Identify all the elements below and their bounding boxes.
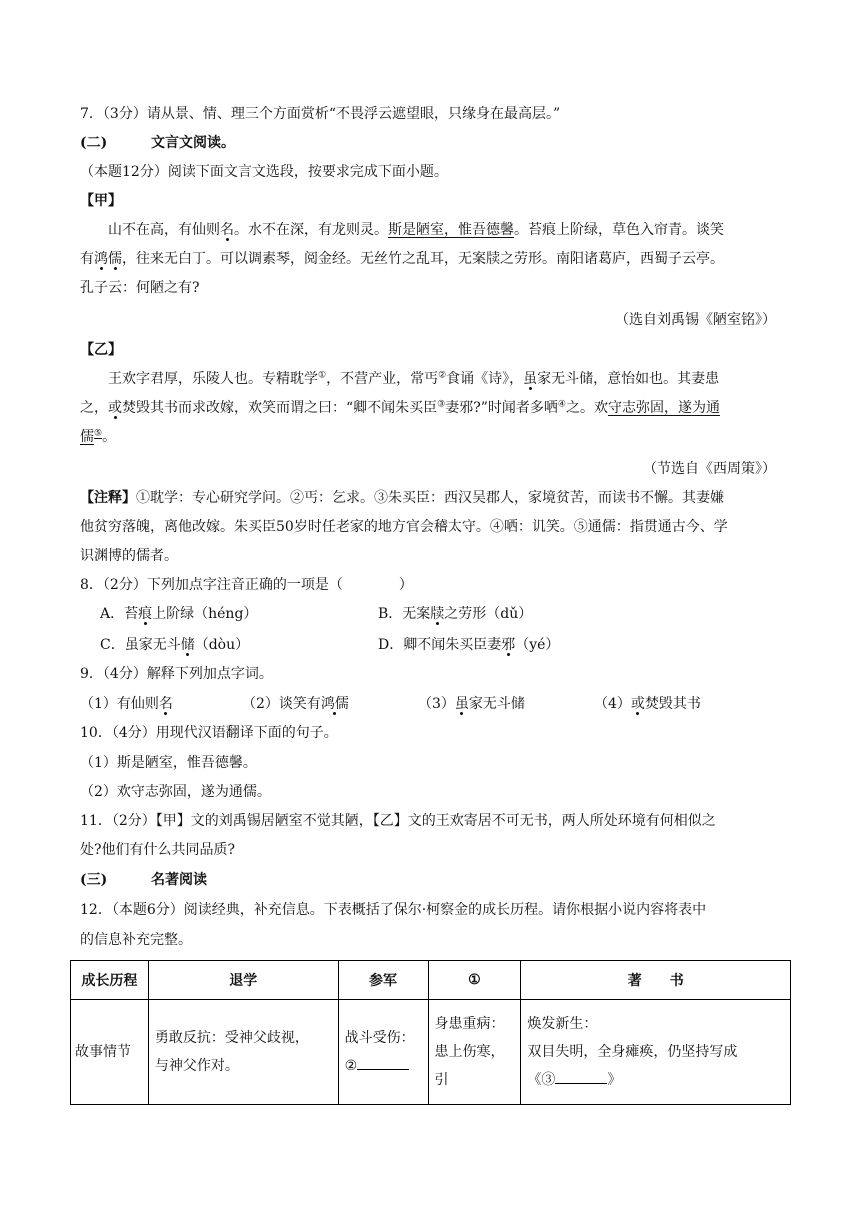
cell-line-blank-3[interactable] (527, 1066, 784, 1094)
q8-option-c[interactable] (100, 635, 249, 655)
footnote-marker-4: ④ (557, 399, 566, 410)
table-header-row (71, 961, 791, 1000)
text-span: （4） (594, 696, 631, 712)
text-span: 妻邪?”时闻者多哂 (445, 400, 558, 416)
table-row-label: 故事情节 (71, 1000, 149, 1105)
cell-line: 身患重病： (434, 1016, 505, 1032)
table-row (71, 1000, 791, 1105)
text-span: （1）有仙则 (80, 696, 159, 712)
table-header-cell: 参军 (338, 961, 428, 1000)
cell-line: 患上伤寒， (434, 1044, 505, 1060)
text-span: 家无斗储 (468, 696, 525, 712)
text-span: 焚毁其书而求改嫁，欢笑而谓之曰：“卿不闻朱买臣 (122, 400, 438, 416)
passage-yi-line-3 (80, 427, 116, 447)
text-span: D．卿不闻朱买臣妻 (378, 637, 502, 653)
text-span: A．苔 (100, 606, 139, 622)
cell-line: 战斗受伤： (344, 1030, 415, 1046)
question-11-line-2: 处?他们有什么共同品质? (80, 842, 236, 858)
question-9-stem: 9．（4分）解释下列加点字词。 (80, 666, 273, 682)
cell-line: 引 (434, 1072, 449, 1088)
notes-line-2: 他贫穷落魄，离他改嫁。朱买臣50岁时任老家的地方官会稽太守。④哂：讥笑。⑤通儒：指贯通古今、学 (80, 519, 728, 535)
question-12-line-1: 12．（本题6分）阅读经典，补充信息。下表概括了保尔·柯察金的成长历程。请你根据小说内容将表中 (80, 902, 707, 918)
table-header-cell: ① (428, 961, 521, 1000)
text-span: 王欢字君厚，乐陵人也。专精耽学 (108, 371, 318, 387)
cell-line-blank-2[interactable] (345, 1052, 422, 1080)
dotted-char: 痕 (138, 606, 153, 622)
text-span: （dòu） (194, 637, 250, 653)
text-span: C．虽家无斗 (100, 637, 181, 653)
table-header-cell: 著 书 (521, 961, 791, 1000)
text-span: 之劳形（dǔ） (444, 606, 533, 622)
dotted-char-huo: 或 (108, 400, 122, 416)
section-2-heading (80, 133, 235, 153)
dotted-char-sui: 虽 (523, 371, 538, 387)
footnote-marker-5: ⑤ (94, 428, 103, 439)
dotted-char-ru: 儒 (108, 251, 122, 267)
q8-option-d[interactable] (378, 635, 559, 655)
q9-item-2 (242, 694, 349, 714)
section-2-intro: （本题12分）阅读下面文言文选段，按要求完成下面小题。 (80, 164, 448, 180)
question-11-line-1: 11．（2分）【甲】文的刘禹锡居陋室不觉其陋，【乙】文的王欢寄居不可无书，两人所处环境有何相似之 (80, 813, 716, 829)
text-span: （3） (418, 696, 455, 712)
passage-jia-line-2 (80, 249, 724, 269)
text-span: 之， (80, 400, 108, 416)
dotted-char: 牍 (430, 606, 445, 622)
cell-line: 焕发新生： (527, 1016, 598, 1032)
section-2-number: (二) (80, 135, 108, 151)
dotted-char: 名 (158, 696, 173, 712)
question-7 (80, 104, 560, 124)
dotted-char: 虽 (454, 696, 469, 712)
text-span: 《③ (527, 1072, 556, 1088)
section-3-title: 名著阅读 (151, 872, 207, 888)
text-span: ，往来无白丁。可以调素琴，阅金经。无丝竹之乱耳，无案牍之劳形。南阳诸葛庐，西蜀子云亭。 (122, 251, 724, 267)
text-span: ，不营产业，常丐 (326, 371, 439, 387)
dotted-char: 储 (180, 637, 195, 653)
dotted-char: 邪 (501, 637, 516, 653)
passage-jia-line-3: 孔子云：何陋之有? (80, 280, 200, 296)
q8-option-b[interactable] (378, 604, 532, 624)
text-span: 。水不在深，有龙则灵。 (234, 222, 388, 238)
cell-line: 与神父作对。 (154, 1058, 239, 1074)
section-3-heading (80, 870, 207, 890)
text-span: （2）谈笑有 (242, 696, 321, 712)
section-2-title: 文言文阅读。 (151, 135, 235, 151)
passage-yi-label: 【乙】 (80, 342, 122, 358)
table-cell-zhushu (521, 1000, 791, 1105)
table-header-cell: 成长历程 (71, 961, 149, 1000)
text-span: 家无斗储，意怡如也。其妻患 (537, 371, 720, 387)
text-span: （yé） (515, 637, 560, 653)
table-cell-tuixue (148, 1000, 338, 1105)
notes-label: 【注释】 (80, 490, 136, 506)
question-7-text: 7．（3分）请从景、情、理三个方面赏析“不畏浮云遮望眼，只缘身在最高层。” (80, 106, 561, 122)
dotted-char: 鸿儒 (320, 696, 349, 712)
text-span: 有 (80, 251, 94, 267)
notes-line-1 (80, 488, 724, 508)
text-span: 焚毁其书 (644, 696, 701, 712)
table-cell-blank-1 (428, 1000, 521, 1105)
underlined-sentence-1: 斯是陋室，惟吾德馨 (388, 222, 514, 238)
question-8-stem: 8．（2分）下列加点字注音正确的一项是（ ） (80, 577, 413, 593)
passage-jia-label: 【甲】 (80, 193, 122, 209)
passage-yi-source: （节选自《西周策》） (643, 461, 776, 477)
passage-jia-line-1 (80, 220, 780, 240)
q9-item-1 (80, 694, 173, 714)
text-span: 之。欢 (565, 400, 608, 416)
q9-item-3 (418, 694, 525, 714)
question-12-line-2: 的信息补充完整。 (80, 932, 192, 948)
notes-line-3: 识渊博的儒者。 (80, 548, 178, 564)
text-span: ①耽学：专心研究学问。②丐：乞求。③朱买臣：西汉吴郡人，家境贫苦，而读书不懈。其妻嫌 (136, 490, 724, 506)
dotted-char-ming: 名 (220, 222, 234, 238)
growth-table (70, 960, 791, 1105)
underlined-sentence-2: 守志弥固，遂为通 (607, 400, 720, 416)
passage-jia-source: （选自刘禹锡《陋室铭》） (615, 312, 776, 328)
text-span: 》 (607, 1072, 622, 1088)
text-span: ② (344, 1058, 358, 1074)
passage-yi-line-2 (80, 398, 720, 418)
passage-yi-line-1 (80, 369, 719, 389)
dotted-char-hong: 鸿 (94, 251, 108, 267)
q9-item-4 (594, 694, 701, 714)
q10-sentence-1: （1）斯是陋室，惟吾德馨。 (80, 755, 257, 771)
footnote-marker-2: ② (438, 370, 447, 381)
table-header-cell: 退学 (148, 961, 338, 1000)
answer-blank-3[interactable] (555, 1069, 607, 1084)
dotted-char: 或 (630, 696, 645, 712)
text-span: 上阶绿（héng） (152, 606, 258, 622)
text-span: 山不在高，有仙则 (108, 222, 220, 238)
q10-sentence-2: （2）欢守志弥固，遂为通儒。 (80, 784, 271, 800)
q8-option-a[interactable] (100, 604, 257, 624)
cell-line: 双目失明，全身瘫痪，仍坚持写成 (527, 1044, 738, 1060)
table-cell-canjun (338, 1000, 428, 1105)
text-span: B．无案 (378, 606, 431, 622)
question-10-stem: 10．（4分）用现代汉语翻译下面的句子。 (80, 725, 338, 741)
text-span: 。 (102, 429, 117, 445)
underlined-sentence-2-end: 儒 (80, 429, 94, 445)
footnote-marker-1: ① (318, 370, 327, 381)
cell-line: 勇敢反抗：受神父歧视， (154, 1030, 309, 1046)
text-span: 。苔痕上阶绿，草色入帘青。谈笑 (514, 222, 724, 238)
answer-blank-2[interactable] (357, 1055, 409, 1070)
text-span: 食诵《诗》， (446, 371, 524, 387)
section-3-number: (三) (80, 872, 108, 888)
footnote-marker-3: ③ (437, 399, 446, 410)
